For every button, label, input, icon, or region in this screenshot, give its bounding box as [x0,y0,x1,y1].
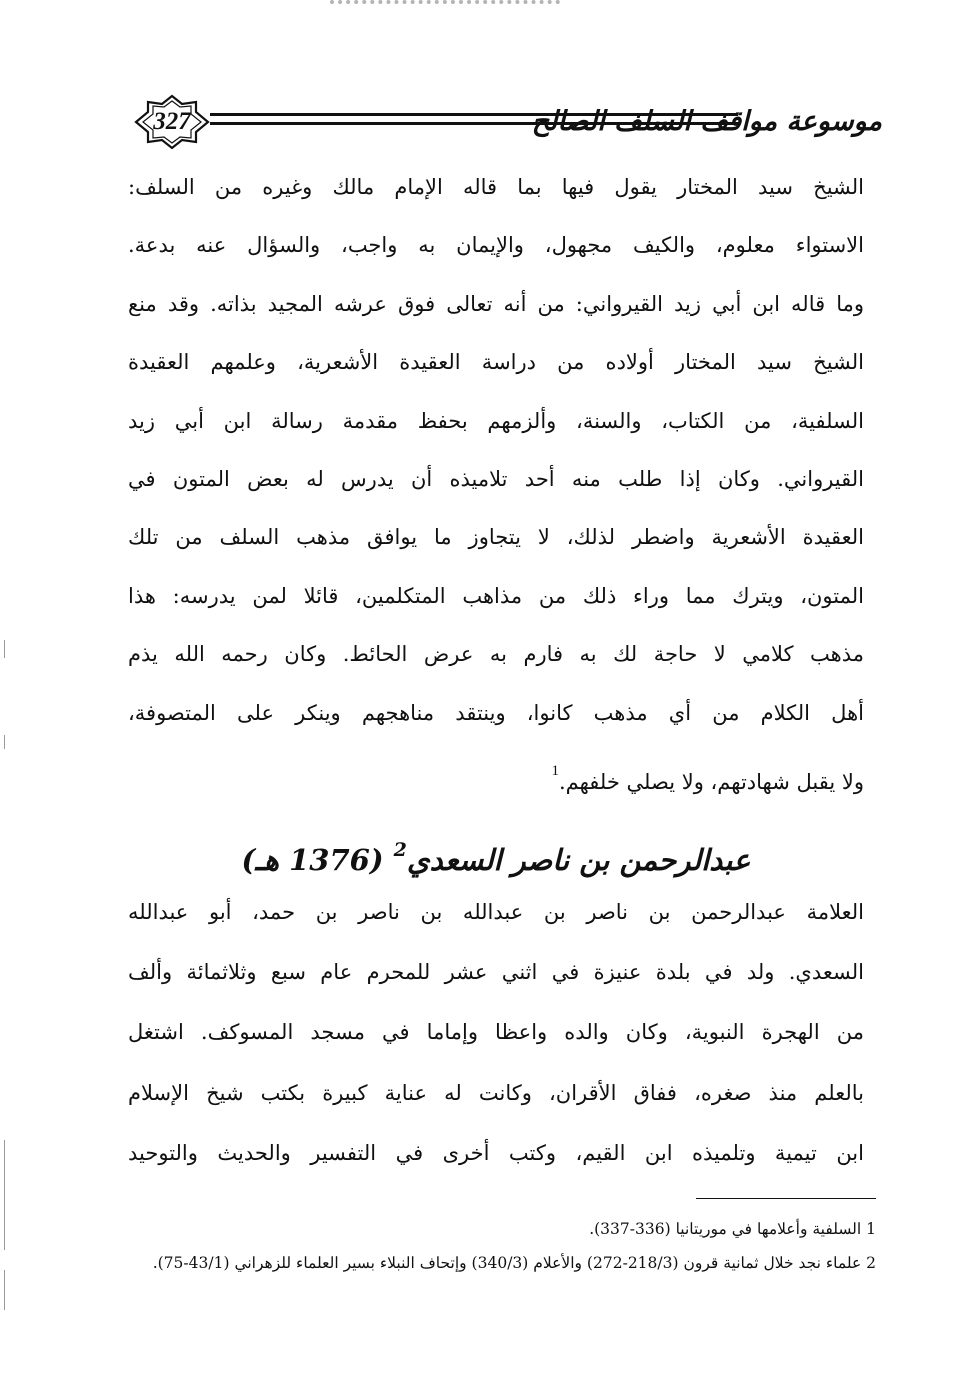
text-line: الاستواء معلوم، والكيف مجهول، والإيمان به واجب، والسؤال عنه بدعة. [128,233,864,258]
footnotes [128,1212,876,1280]
text-line: وما قاله ابن أبي زيد القيرواني: من أنه تعالى فوق عرشه المجيد بذاته. وقد منع [128,291,864,316]
text-line: مذهب كلامي لا حاجة لك به فارم به عرض الحائط. وكان رحمه الله يذم [128,642,864,667]
text-line: ابن تيمية وتلميذه ابن القيم، وكتب أخرى في التفسير والحديث والتوحيد [128,1140,864,1165]
text-line: السعدي. ولد في بلدة عنيزة في اثني عشر للمحرم عام سبع وثلاثمائة وألف [128,960,864,985]
footnote-separator [696,1198,876,1199]
paragraph-2 [128,882,864,1183]
text-line: من الهجرة النبوية، وكان والده واعظا وإماما في مسجد المسوكف. اشتغل [128,1020,864,1045]
page-number: 327 [153,108,191,135]
footnote-marker[interactable]: 1 [551,762,559,779]
text-line: أهل الكلام من أي مذهب كانوا، وينتقد مناهجهم وينكر على المتصوفة، [128,700,864,725]
text-line: المتون، ويترك مما وراء ذلك من مذاهب المتكلمين، قائلا لمن يدرسه: هذا [128,583,864,608]
scan-artifact [4,735,5,749]
text-line: العلامة عبدالرحمن بن ناصر بن عبدالله بن ناصر بن حمد، أبو عبدالله [128,900,864,924]
section-heading [128,820,864,880]
text-line: القيرواني. وكان إذا طلب منه أحد تلاميذه أن يدرس له بعض المتون في [128,466,864,491]
section-heading-name: عبدالرحمن بن ناصر السعدي [406,843,751,877]
footnote-2: 2 علماء نجد خلال ثمانية قرون (218/3-272) والأعلام (340/3) وإتحاف النبلاء بسير العلماء للزهراني (43/1-75). [152,1254,876,1272]
book-title: موسوعة مواقف السلف الصالح [531,106,882,137]
scan-artifact [4,640,5,658]
text-line: بالعلم منذ صغره، ففاق الأقران، وكانت له عناية كبيرة بكتب شيخ الإسلام [128,1080,864,1105]
text-line: الشيخ سيد المختار يقول فيها بما قاله الإمام مالك وغيره من السلف: [128,175,864,199]
text-line: السلفية، من الكتاب، والسنة، وألزمهم بحفظ مقدمة رسالة ابن أبي زيد [128,408,864,433]
text-line-last [128,742,864,800]
scan-artifact [4,1140,5,1250]
text-line: الشيخ سيد المختار أولاده من دراسة العقيدة الأشعرية، وعلمهم العقيدة [128,350,864,375]
text-line: العقيدة الأشعرية واضطر لذلك، لا يتجاوز ما يوافق مذهب السلف من تلك [128,525,864,550]
scan-artifact [4,1270,5,1310]
paragraph-1 [128,158,864,800]
page-header [120,86,880,158]
section-heading-date: (1376 هـ) [241,843,384,877]
footnote-1: 1 السلفية وأعلامها في موريتانيا (336-337). [589,1220,876,1238]
footnote-marker[interactable]: 2 [393,839,407,861]
scan-artifact-top [330,0,560,12]
text-line-content: ولا يقبل شهادتهم، ولا يصلي خلفهم. [558,769,864,794]
